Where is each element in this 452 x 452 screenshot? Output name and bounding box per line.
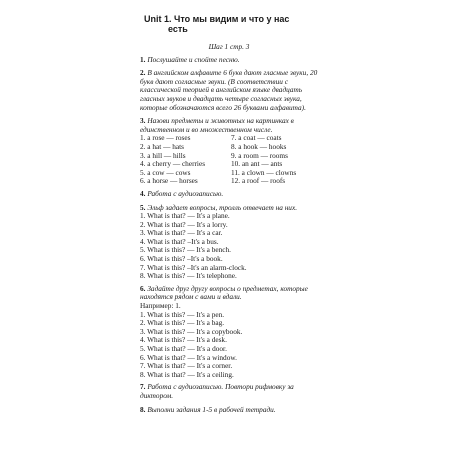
exercise-text: Работа с аудиозаписью. Повтори рифмовку за диктором. — [140, 382, 294, 400]
exercise-7 — [140, 383, 318, 400]
exercise-number: 6. — [140, 283, 146, 293]
step-heading: Шаг 1 стр. 3 — [208, 42, 250, 51]
exercise-2 — [140, 69, 318, 112]
plural-pairs — [140, 134, 318, 186]
list-item: 5. What is that? — It's a door. — [140, 344, 227, 353]
list-item: 11. a clown — clowns — [231, 167, 297, 177]
exercise-text: Послушайте и спойте песню. — [147, 54, 240, 64]
list-item: 8. What is this? — It's telephone. — [140, 271, 237, 281]
exercise-8 — [140, 406, 318, 415]
list-item: 4. What is that? –It's a bus. — [140, 236, 219, 246]
list-item: 6. What is this? –It's a book. — [140, 254, 223, 264]
list-item: 2. What is this? — It's a bag. — [140, 318, 225, 328]
dialogue-lines — [140, 212, 318, 281]
list-item: 3. a hill — hills — [140, 150, 186, 160]
list-item: 7. What is this? –It's an alarm-clock. — [140, 262, 247, 272]
list-item: 3. What is this? — It's a copybook. — [140, 326, 243, 336]
page-title — [144, 14, 318, 34]
exercise-number: 5. — [140, 202, 146, 212]
textbook-page — [140, 14, 318, 419]
list-item: 1. What is this? — It's a pen. — [140, 309, 225, 319]
list-item: 7. a coat — coats — [231, 133, 282, 143]
title-line-1: Unit 1. Что мы видим и что у нас — [144, 14, 290, 24]
exercise-text: Эльф задает вопросы, тролль отвечает на них. — [147, 202, 298, 212]
exercise-number: 8. — [140, 404, 146, 414]
list-item: 8. a hook — hooks — [231, 141, 287, 151]
list-item: 1. a rose — roses — [140, 133, 191, 143]
exercise-text: Работа с аудиозаписью. — [147, 188, 224, 198]
plural-column-right — [227, 134, 318, 186]
list-item: 6. a horse — horses — [140, 176, 198, 186]
exercise-number: 4. — [140, 188, 146, 198]
exercise-text: В английском алфавите 6 букв дают гласные звуки, 20 букв дают согласные звуки. (В соответствии с классической теорией в английском языке двадцать гласных звуков и двадцать четыре согласных звука, которые обозначаются всего 26 буквами алфавита). — [140, 68, 318, 112]
list-item: 12. a roof — roofs — [231, 176, 286, 186]
list-item: 9. a room — rooms — [231, 150, 288, 160]
exercise-text: Выполни задания 1-5 в рабочей тетради. — [147, 404, 276, 414]
exercise-1 — [140, 56, 318, 65]
list-item: 4. What is this? — It's a desk. — [140, 335, 227, 345]
list-item: 5. What is this? — It's a bench. — [140, 245, 231, 255]
question-lines — [140, 302, 318, 379]
exercise-number: 3. — [140, 116, 146, 126]
example-label: Например: 1. — [140, 301, 181, 311]
exercise-number: 1. — [140, 54, 146, 64]
list-item: 2. a hat — hats — [140, 141, 184, 151]
list-item: 5. a cow — cows — [140, 167, 191, 177]
plural-column-left — [140, 134, 227, 186]
exercise-text: Назови предметы и животных на картинках в единственном и во множественном числе. — [140, 116, 294, 134]
list-item: 1. What is that? — It's a plane. — [140, 211, 230, 221]
list-item: 2. What is that? — It's a lorry. — [140, 219, 228, 229]
list-item: 6. What is that? — It's a window. — [140, 352, 237, 362]
list-item: 10. an ant — ants — [231, 159, 283, 169]
exercise-3 — [140, 117, 318, 134]
exercise-number: 2. — [140, 68, 146, 78]
list-item: 4. a cherry — cherries — [140, 159, 206, 169]
exercise-text: Задайте друг другу вопросы о предметах, которые находятся рядом с вами и вдали. — [140, 283, 308, 302]
list-item: 8. What is that? — It's a ceiling. — [140, 369, 234, 379]
exercise-number: 7. — [140, 382, 146, 392]
list-item: 3. What is that? — It's a car. — [140, 228, 223, 238]
title-line-2: есть — [168, 24, 188, 34]
exercise-4 — [140, 190, 318, 199]
list-item: 7. What is that? — It's a corner. — [140, 361, 233, 371]
exercise-6 — [140, 285, 318, 302]
